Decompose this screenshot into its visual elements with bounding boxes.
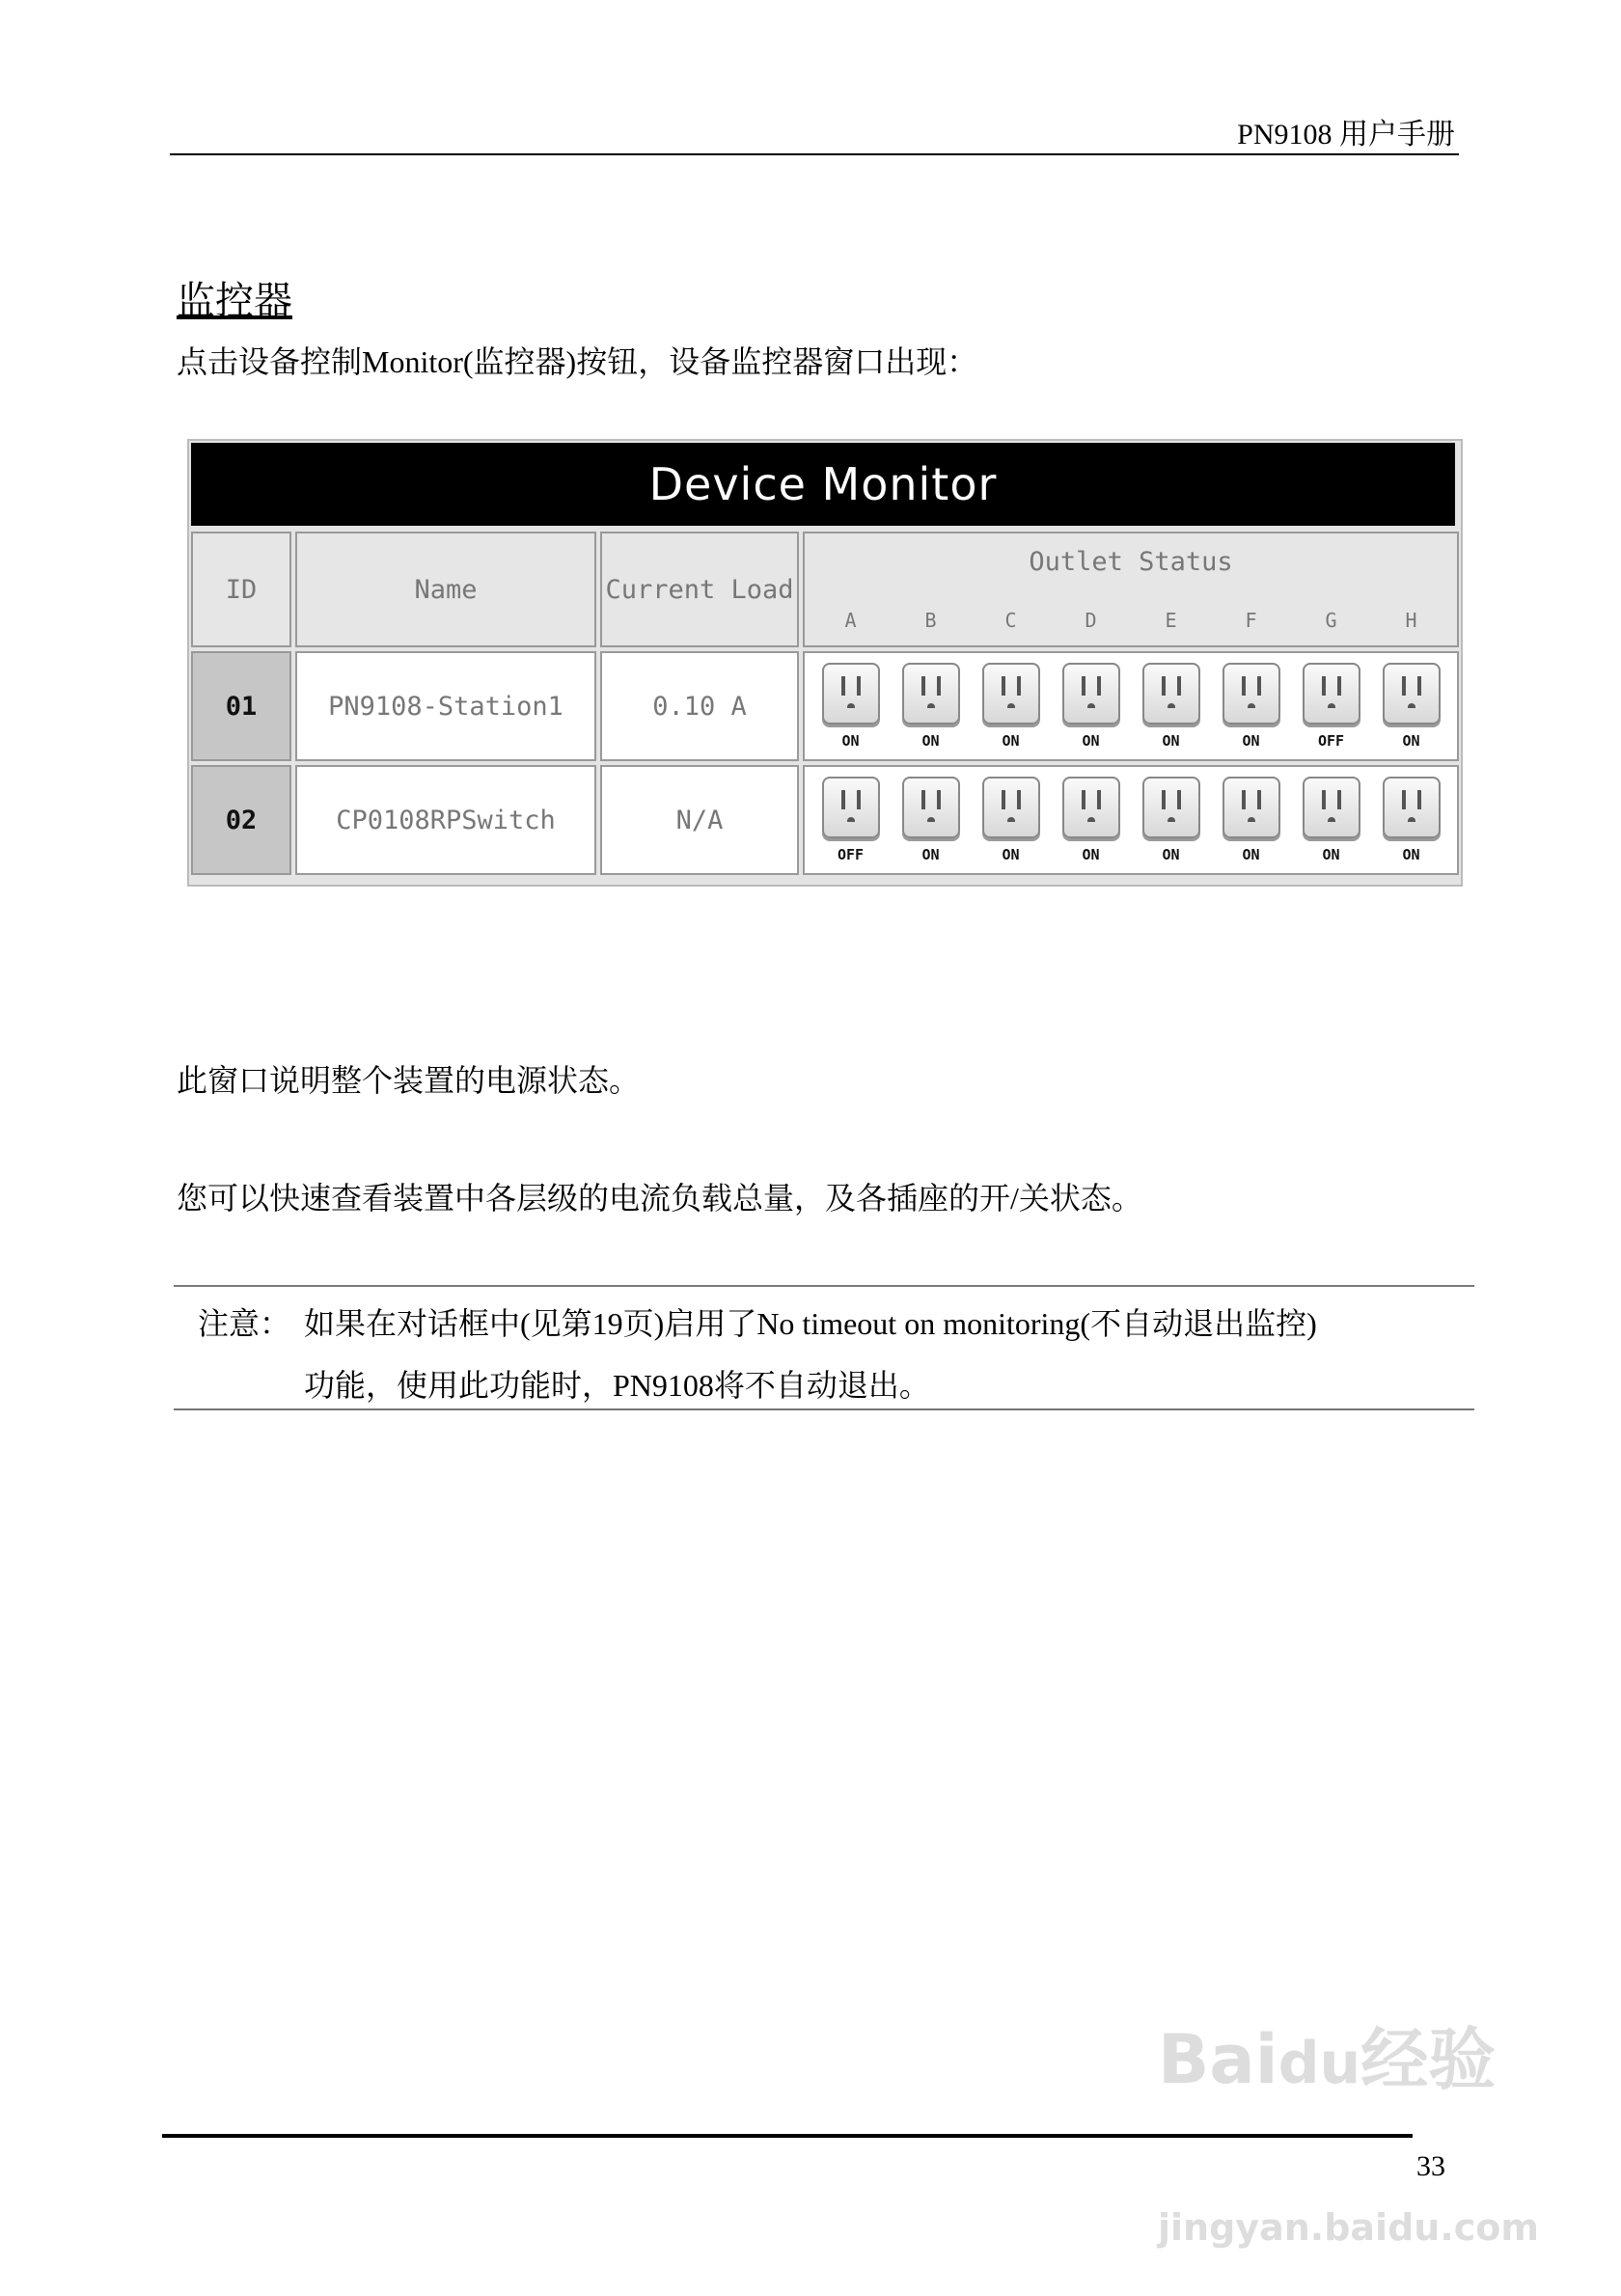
outlet-letter: C <box>1004 609 1017 632</box>
device-monitor-title: Device Monitor <box>191 443 1455 526</box>
device-name: PN9108-Station1 <box>295 651 596 761</box>
power-outlet-icon <box>902 663 960 724</box>
outlet[interactable] <box>980 663 1042 750</box>
outlet-status: OFF <box>837 846 865 863</box>
outlet-status: ON <box>1002 732 1020 750</box>
intro-text: 点击设备控制Monitor(监控器)按钮，设备监控器窗口出现： <box>177 344 978 379</box>
note-top-rule <box>174 1285 1474 1287</box>
outlet-status: ON <box>1402 732 1420 750</box>
outlet-status: OFF <box>1317 732 1345 750</box>
outlet-row <box>803 765 1459 875</box>
outlet-status: ON <box>1242 846 1260 863</box>
outlet-letter: D <box>1085 609 1097 632</box>
device-current-load: N/A <box>600 765 799 875</box>
power-outlet-icon <box>1303 777 1360 838</box>
outlet[interactable] <box>1140 663 1202 750</box>
outlet[interactable] <box>1140 777 1202 863</box>
note-line-2: 功能，使用此功能时，PN9108将不自动退出。 <box>304 1368 930 1403</box>
section-heading: 监控器 <box>177 279 292 322</box>
power-outlet-icon <box>1383 663 1441 724</box>
outlet[interactable] <box>1301 663 1362 750</box>
power-outlet-icon <box>1062 663 1120 724</box>
col-header-outlet-status <box>803 532 1459 647</box>
running-header: PN9108 用户手册 <box>1237 119 1455 150</box>
power-outlet-icon <box>1142 663 1200 724</box>
note-line-1: 如果在对话框中(见第19页)启用了No timeout on monitoring(不自动退出监控) <box>304 1306 1317 1341</box>
outlet[interactable] <box>900 663 962 750</box>
header-rule <box>170 153 1459 155</box>
outlet-status: ON <box>1082 732 1100 750</box>
power-outlet-icon <box>1303 663 1360 724</box>
outlet-letter: B <box>924 609 937 632</box>
page-number: 33 <box>1416 2150 1445 2182</box>
outlet-letter: F <box>1245 609 1257 632</box>
outlet-status: ON <box>1162 846 1180 863</box>
outlet[interactable] <box>1060 663 1122 750</box>
paragraph-2: 您可以快速查看装置中各层级的电流负载总量，及各插座的开/关状态。 <box>177 1181 1142 1216</box>
power-outlet-icon <box>822 663 880 724</box>
col-header-id: ID <box>191 532 291 647</box>
outlet-letter: H <box>1405 609 1417 632</box>
outlet-status: ON <box>1002 846 1020 863</box>
outlet-status: ON <box>841 732 860 750</box>
outlet[interactable] <box>1221 663 1282 750</box>
outlet-status: ON <box>921 846 940 863</box>
outlet-letter: G <box>1325 609 1337 632</box>
power-outlet-icon <box>982 777 1040 838</box>
device-current-load: 0.10 A <box>600 651 799 761</box>
power-outlet-icon <box>1223 663 1280 724</box>
note-bottom-rule <box>174 1408 1474 1410</box>
outlet-letter: A <box>844 609 857 632</box>
outlet[interactable] <box>1301 777 1362 863</box>
outlet-status: ON <box>1322 846 1340 863</box>
outlet[interactable] <box>1381 663 1442 750</box>
device-id: 01 <box>191 651 291 761</box>
col-header-current-load: Current Load <box>600 532 799 647</box>
outlet-status: ON <box>1402 846 1420 863</box>
footer-rule <box>162 2134 1413 2138</box>
outlet[interactable] <box>1381 777 1442 863</box>
note-label: 注意： <box>198 1306 291 1341</box>
outlet[interactable] <box>1060 777 1122 863</box>
outlet-row <box>803 651 1459 761</box>
power-outlet-icon <box>1383 777 1441 838</box>
device-monitor-window <box>187 439 1463 887</box>
outlet-status: ON <box>1082 846 1100 863</box>
watermark-url: jingyan.baidu.com <box>1158 2206 1539 2249</box>
power-outlet-icon <box>982 663 1040 724</box>
power-outlet-icon <box>1142 777 1200 838</box>
outlet-status-label: Outlet Status <box>1029 547 1233 577</box>
power-outlet-icon <box>1062 777 1120 838</box>
power-outlet-icon <box>902 777 960 838</box>
outlet[interactable] <box>1221 777 1282 863</box>
outlet-status: ON <box>921 732 940 750</box>
outlet-letter: E <box>1165 609 1177 632</box>
outlet-letters <box>810 609 1451 632</box>
col-header-name: Name <box>295 532 596 647</box>
outlet[interactable] <box>900 777 962 863</box>
outlet[interactable] <box>820 777 882 863</box>
device-name: CP0108RPSwitch <box>295 765 596 875</box>
power-outlet-icon <box>1223 777 1280 838</box>
power-outlet-icon <box>822 777 880 838</box>
outlet[interactable] <box>980 777 1042 863</box>
outlet[interactable] <box>820 663 882 750</box>
outlet-status: ON <box>1242 732 1260 750</box>
watermark-logo: Baidu经验 <box>1158 2020 1497 2099</box>
paragraph-1: 此窗口说明整个装置的电源状态。 <box>177 1063 641 1098</box>
device-id: 02 <box>191 765 291 875</box>
outlet-status: ON <box>1162 732 1180 750</box>
